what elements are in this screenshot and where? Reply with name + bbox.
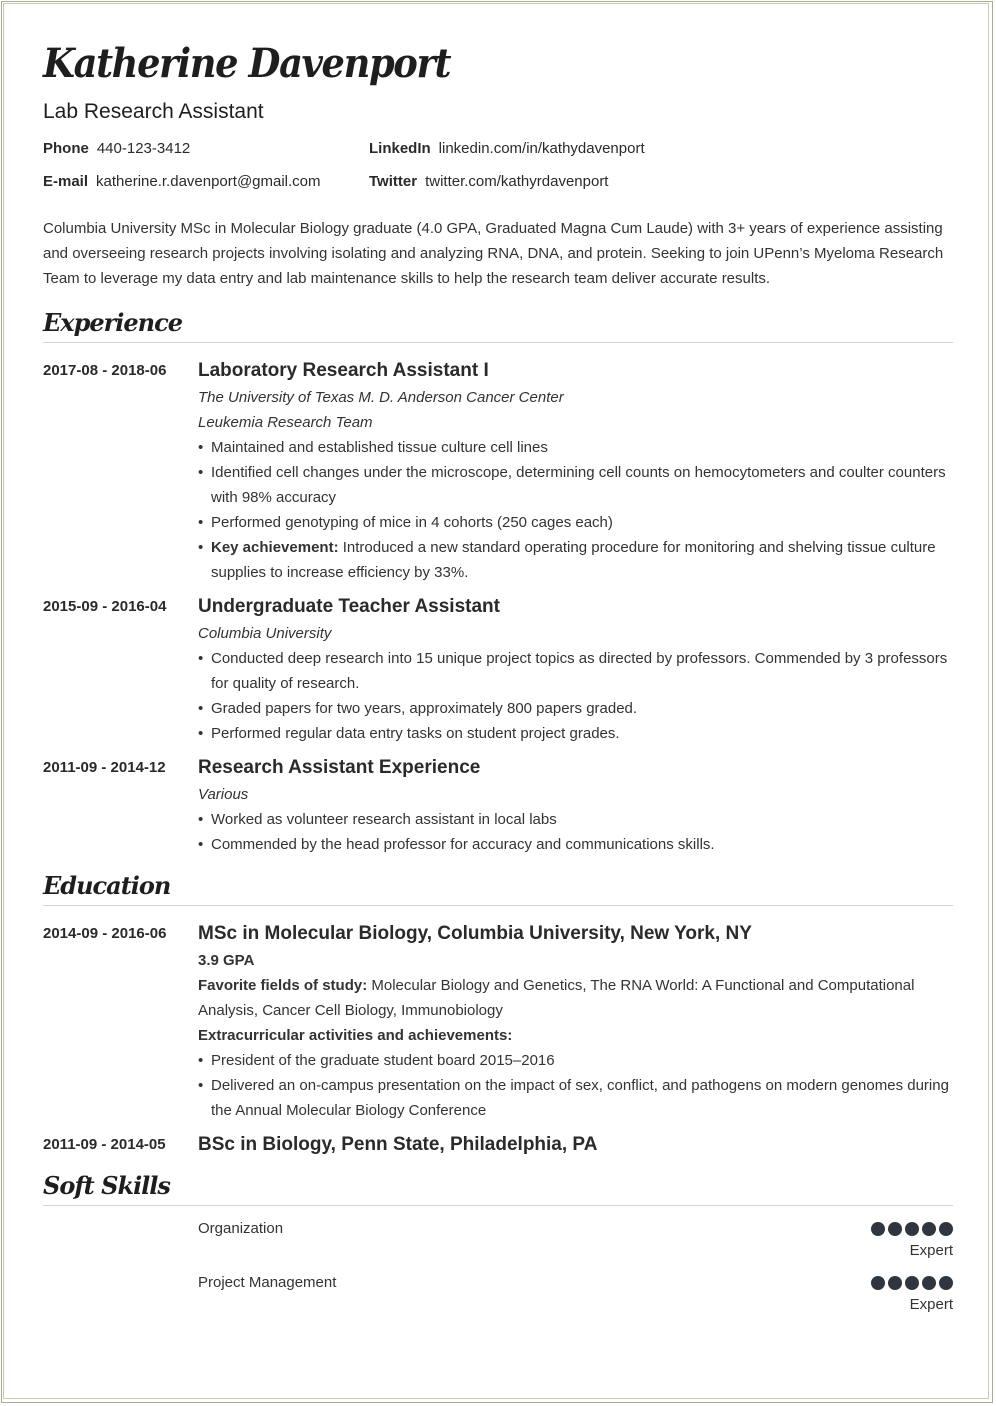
list-item: • Performed regular data entry tasks on student project grades. [198,721,953,746]
candidate-name: Katherine Davenport [43,40,451,87]
list-item-key-achievement [198,535,953,585]
entry-dates: 2014-09 - 2016-06 [43,925,167,942]
rating-dot [871,1222,885,1236]
entry-bullets [198,1048,953,1123]
experience-entry [43,357,953,585]
contact-phone [43,140,369,157]
contact-email [43,173,369,190]
education-entry [43,1131,953,1159]
entry-organization: Various [198,786,249,803]
skill-row [43,1274,953,1314]
rating-dot [871,1276,885,1290]
experience-entry [43,593,953,746]
list-item: • Identified cell changes under the microscope, determining cell counts on hemocytometers and coulter counters with 98% accuracy [198,460,953,510]
entry-organization: The University of Texas M. D. Anderson Cancer Center [198,389,564,406]
section-heading-experience: Experience [43,308,953,343]
entry-dates: 2011-09 - 2014-12 [43,759,166,776]
section-heading-education: Education [43,871,953,906]
list-item: • Commended by the head professor for accuracy and communications skills. [198,832,953,857]
entry-fields [198,973,953,1023]
rating-dot [905,1222,919,1236]
list-item: • Worked as volunteer research assistant in local labs [198,807,953,832]
resume [43,38,953,1314]
entry-degree: MSc in Molecular Biology, Columbia University, New York, NY [198,923,752,944]
entry-organization: Columbia University [198,625,332,642]
list-item: • Maintained and established tissue culture cell lines [198,435,953,460]
entry-dates: 2011-09 - 2014-05 [43,1136,166,1153]
entry-title: Research Assistant Experience [198,757,481,778]
list-item: • Graded papers for two years, approximately 800 papers graded. [198,696,953,721]
rating-dot [939,1222,953,1236]
entry-bullets [198,435,953,585]
entry-bullets [198,646,953,746]
entry-extracurricular-label: Extracurricular activities and achievements: [198,1027,513,1044]
entry-gpa: 3.9 GPA [198,952,255,969]
key-achievement-label: Key achievement: [211,539,339,556]
contact-value[interactable]: katherine.r.davenport@gmail.com [96,173,321,190]
rating-dot [888,1276,902,1290]
rating-dot [922,1276,936,1290]
entry-dates: 2017-08 - 2018-06 [43,362,167,379]
entry-title: Undergraduate Teacher Assistant [198,596,500,617]
skill-level: Expert [909,1296,953,1313]
contact-label: Phone [43,140,89,157]
contact-label: E-mail [43,173,89,190]
contact-value[interactable]: twitter.com/kathyrdavenport [425,173,609,190]
contact-linkedin [369,140,953,157]
entry-dates: 2015-09 - 2016-04 [43,598,167,615]
job-title: Lab Research Assistant [43,100,264,123]
list-item: • Delivered an on-campus presentation on the impact of sex, conflict, and pathogens on modern genomes during the Annual Molecular Biology Conference [198,1073,953,1123]
contact-label: Twitter [369,173,418,190]
rating-dots [871,1222,953,1236]
list-item: • Conducted deep research into 15 unique project topics as directed by professors. Commended by 3 professors for quality of research. [198,646,953,696]
education-entry [43,920,953,1123]
rating-dot [939,1276,953,1290]
entry-bullets [198,807,953,857]
contact-value[interactable]: linkedin.com/in/kathydavenport [438,140,645,157]
contact-value: 440-123-3412 [96,140,191,157]
entry-team: Leukemia Research Team [198,414,373,431]
entry-degree: BSc in Biology, Penn State, Philadelphia, PA [198,1134,598,1155]
skill-name: Project Management [198,1274,337,1291]
skill-rating [871,1220,953,1260]
rating-dots [871,1276,953,1290]
rating-dot [905,1276,919,1290]
skill-row [43,1220,953,1260]
contact-info [43,140,953,190]
key-achievement-text: Introduced a new standard operating procedure for monitoring and shelving tissue culture supplies to increase efficiency by 33%. [211,539,936,581]
skill-name: Organization [198,1220,284,1237]
skill-rating [871,1274,953,1314]
contact-label: LinkedIn [369,140,431,157]
summary: Columbia University MSc in Molecular Biology graduate (4.0 GPA, Graduated Magna Cum Laude) with 3+ years of experience assisting and overseeing research projects involving isolating and analyzing RNA, DNA, and protein. Seeking to join UPenn’s Myeloma Research Team to leverage my data entry and lab maintenance skills to help the research team deliver accurate results. [43,220,944,287]
rating-dot [922,1222,936,1236]
fields-text: Molecular Biology and Genetics, The RNA World: A Functional and Computational Analysis, Cancer Cell Biology, Immunobiology [198,977,915,1019]
rating-dot [888,1222,902,1236]
skill-level: Expert [909,1242,953,1259]
list-item: • Performed genotyping of mice in 4 cohorts (250 cages each) [198,510,953,535]
contact-twitter [369,173,953,190]
entry-title: Laboratory Research Assistant I [198,360,489,381]
list-item: • President of the graduate student board 2015–2016 [198,1048,953,1073]
fields-label: Favorite fields of study: [198,977,368,994]
experience-entry [43,754,953,857]
section-heading-skills: Soft Skills [43,1171,953,1206]
